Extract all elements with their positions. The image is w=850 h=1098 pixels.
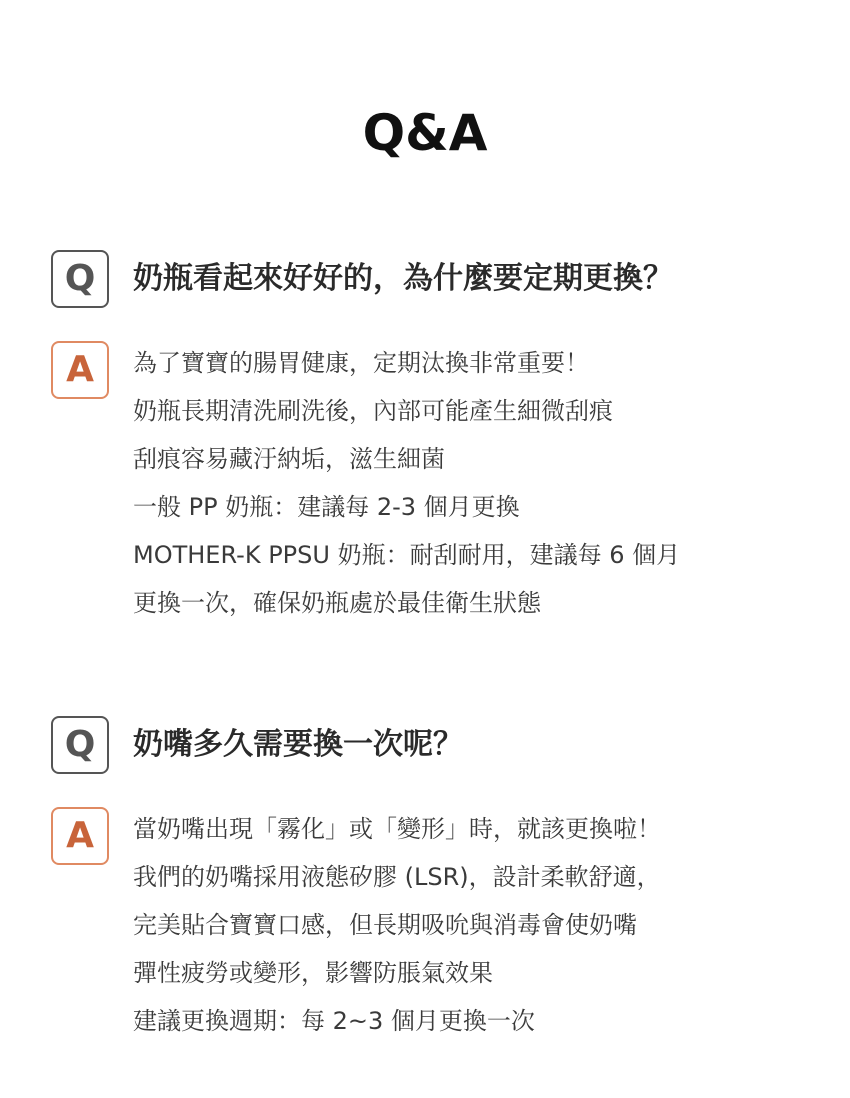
question-text: 奶瓶看起來好好的，為什麼要定期更換？ xyxy=(133,261,673,296)
question-badge: Q xyxy=(51,250,109,308)
answer-line: 刮痕容易藏汙納垢，滋生細菌 xyxy=(133,445,445,473)
answer-line: 更換一次，確保奶瓶處於最佳衛生狀態 xyxy=(133,589,541,617)
qa-item xyxy=(51,250,811,627)
answer-line: 建議更換週期：每 2~3 個月更換一次 xyxy=(133,1007,535,1035)
qa-item xyxy=(51,716,811,1045)
answer-row xyxy=(51,807,811,1045)
question-text: 奶嘴多久需要換一次呢？ xyxy=(133,727,463,762)
answer-line: 彈性疲勞或變形，影響防脹氣效果 xyxy=(133,959,493,987)
answer-line: 當奶嘴出現「霧化」或「變形」時，就該更換啦！ xyxy=(133,815,661,843)
answer-line: 一般 PP 奶瓶：建議每 2-3 個月更換 xyxy=(133,493,520,521)
answer-row xyxy=(51,341,811,627)
answer-line: 完美貼合寶寶口感，但長期吸吮與消毒會使奶嘴 xyxy=(133,911,637,939)
question-badge: Q xyxy=(51,716,109,774)
answer-line: MOTHER-K PPSU 奶瓶：耐刮耐用，建議每 6 個月 xyxy=(133,541,681,569)
answer-line: 我們的奶嘴採用液態矽膠 (LSR)，設計柔軟舒適， xyxy=(133,863,661,891)
question-row xyxy=(51,716,811,774)
answer-text xyxy=(133,805,661,1045)
answer-line: 為了寶寶的腸胃健康，定期汰換非常重要！ xyxy=(133,349,589,377)
answer-badge: A xyxy=(51,807,109,865)
page-title: Q&A xyxy=(362,104,488,162)
answer-badge: A xyxy=(51,341,109,399)
question-row xyxy=(51,250,811,308)
answer-text xyxy=(133,339,680,627)
answer-line: 奶瓶長期清洗刷洗後，內部可能產生細微刮痕 xyxy=(133,397,613,425)
